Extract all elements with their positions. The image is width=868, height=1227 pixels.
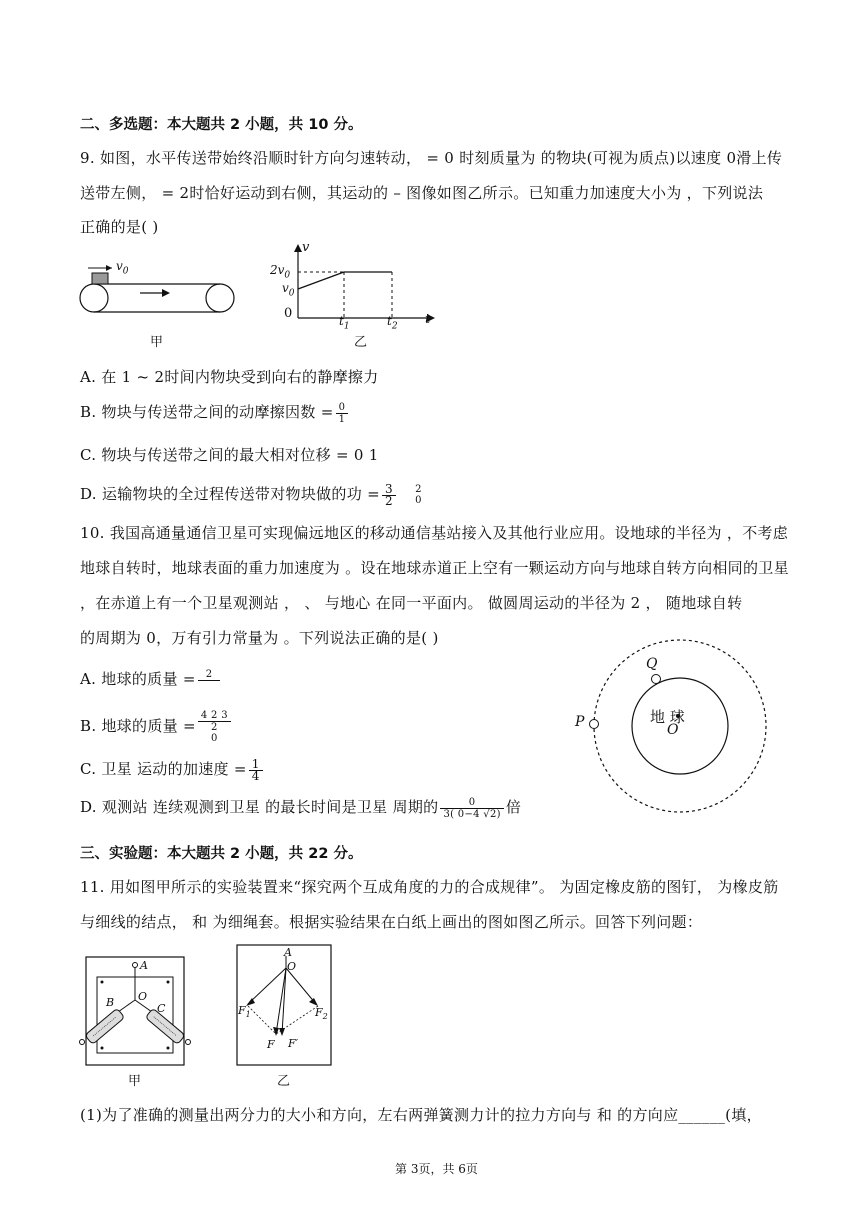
q10-fig-label-q: Q (646, 656, 658, 672)
q9-fig2-x-tick-t2: $t_2$ (387, 314, 398, 332)
q11-fig2-label-a: A (284, 946, 292, 959)
q10-line-2: 地球自转时，地球表面的重力加速度为 。设在地球赤道正上空有一颗运动方向与地球自转方向相同的卫星 (80, 559, 789, 577)
q9-fig2-y-axis-label: v (302, 240, 310, 255)
q10-option-a: A. 地球的质量 = 2 (80, 668, 222, 692)
q9-figure-vt-graph (270, 242, 440, 334)
q9-line-3: 正确的是( ) (80, 218, 159, 236)
q11-fig2-label-f-prime: F′ (288, 1037, 299, 1050)
q11-fig1-label-a: A (140, 959, 148, 972)
q10-line-1: 10. 我国高通量通信卫星可实现偏远地区的移动通信基站接入及其他行业应用。设地球的半径为 ，不考虑 (80, 524, 789, 542)
q11-sub-question-1: (1)为了准确的测量出两分力的大小和方向，左右两弹簧测力计的拉力方向与 和 的方向应______(填， (80, 1106, 762, 1124)
section-2-title: 二、多选题：本大题共 2 小题，共 10 分。 (80, 117, 363, 133)
q11-line-2: 与细线的结点， 和 为细绳套。根据实验结果在白纸上画出的图如图乙所示。回答下列问题： (80, 913, 703, 931)
q9-fig1-caption: 甲 (150, 335, 164, 350)
q9-fig2-y-tick-2v0: $2v_0$ (270, 263, 291, 281)
q9-fig2-y-tick-v0: $v_0$ (282, 281, 295, 299)
q10-fig-earth-text: 地 球 (650, 708, 685, 726)
q9-figure-conveyor (78, 258, 243, 328)
q10-line-3: ，在赤道上有一个卫星观测站 ， 、 与地心 在同一平面内。 做圆周运动的半径为 2 ， 随地球自转 (80, 594, 743, 612)
q10-option-b: B. 地球的质量 = 4 2 3 2 0 (80, 710, 233, 744)
q11-fig1-label-c: C (157, 1002, 166, 1015)
q9-fig2-x-tick-t1: $t_1$ (339, 314, 350, 332)
q11-figure-apparatus (80, 955, 190, 1067)
q9-fig2-x-axis-label: t (425, 312, 431, 327)
q9-option-d: D. 运输物块的全过程传送带对物块做的功 = $\frac{3}{2}$ 2 0 (80, 481, 422, 508)
q11-fig2-label-f2: $F_2$ (315, 1006, 328, 1022)
q11-fig1-caption: 甲 (128, 1074, 142, 1089)
q9-line-2: 送带左侧， = 2时恰好运动到右侧，其运动的 – 图像如图乙所示。已知重力加速度大小为 ，下列说法 (80, 184, 764, 202)
q10-line-4: 的周期为 0，万有引力常量为 。下列说法正确的是( ) (80, 629, 439, 647)
q11-fig1-label-o: O (138, 990, 148, 1003)
q9-fig2-caption: 乙 (354, 335, 368, 350)
q9-line-1: 9. 如图，水平传送带始终沿顺时针方向匀速转动， = 0 时刻质量为 的物块(可视为质点)以速度 0滑上传 (80, 149, 783, 167)
q11-fig2-label-f1: $F_1$ (238, 1004, 251, 1020)
q9-option-b: B. 物块与传送带之间的动摩擦因数 = $\frac{0}{1}$ (80, 401, 350, 425)
page-footer: 第 3页，共 6页 (395, 1162, 478, 1176)
q10-option-c: C. 卫星 运动的加速度 = $\frac{1}{4}$ (80, 758, 265, 782)
q9-option-a: A. 在 1 ~ 2时间内物块受到向右的静摩擦力 (80, 368, 379, 386)
q11-fig1-label-b: B (106, 996, 115, 1009)
q10-fig-label-p: P (575, 714, 585, 730)
q11-fig2-label-f: F (267, 1038, 275, 1051)
q11-fig2-label-o: O (287, 960, 297, 973)
q10-option-d: D. 观测站 连续观测到卫星 的最长时间是卫星 周期的 $\frac{0}{3( 0-4 √2)}$ 倍 (80, 796, 522, 820)
q11-line-1: 11. 用如图甲所示的实验装置来“探究两个互成角度的力的合成规律”。 为固定橡皮筋的图钉， 为橡皮筋 (80, 878, 779, 896)
q11-fig2-caption: 乙 (277, 1074, 291, 1089)
section-3-title: 三、实验题：本大题共 2 小题，共 22 分。 (80, 846, 363, 862)
q9-option-c: C. 物块与传送带之间的最大相对位移 = 0 1 (80, 446, 379, 464)
q9-fig2-origin: 0 (284, 306, 293, 321)
q10-fig-label-o: O (667, 722, 679, 738)
q9-fig1-v0-label: $v_0$ (116, 259, 129, 277)
